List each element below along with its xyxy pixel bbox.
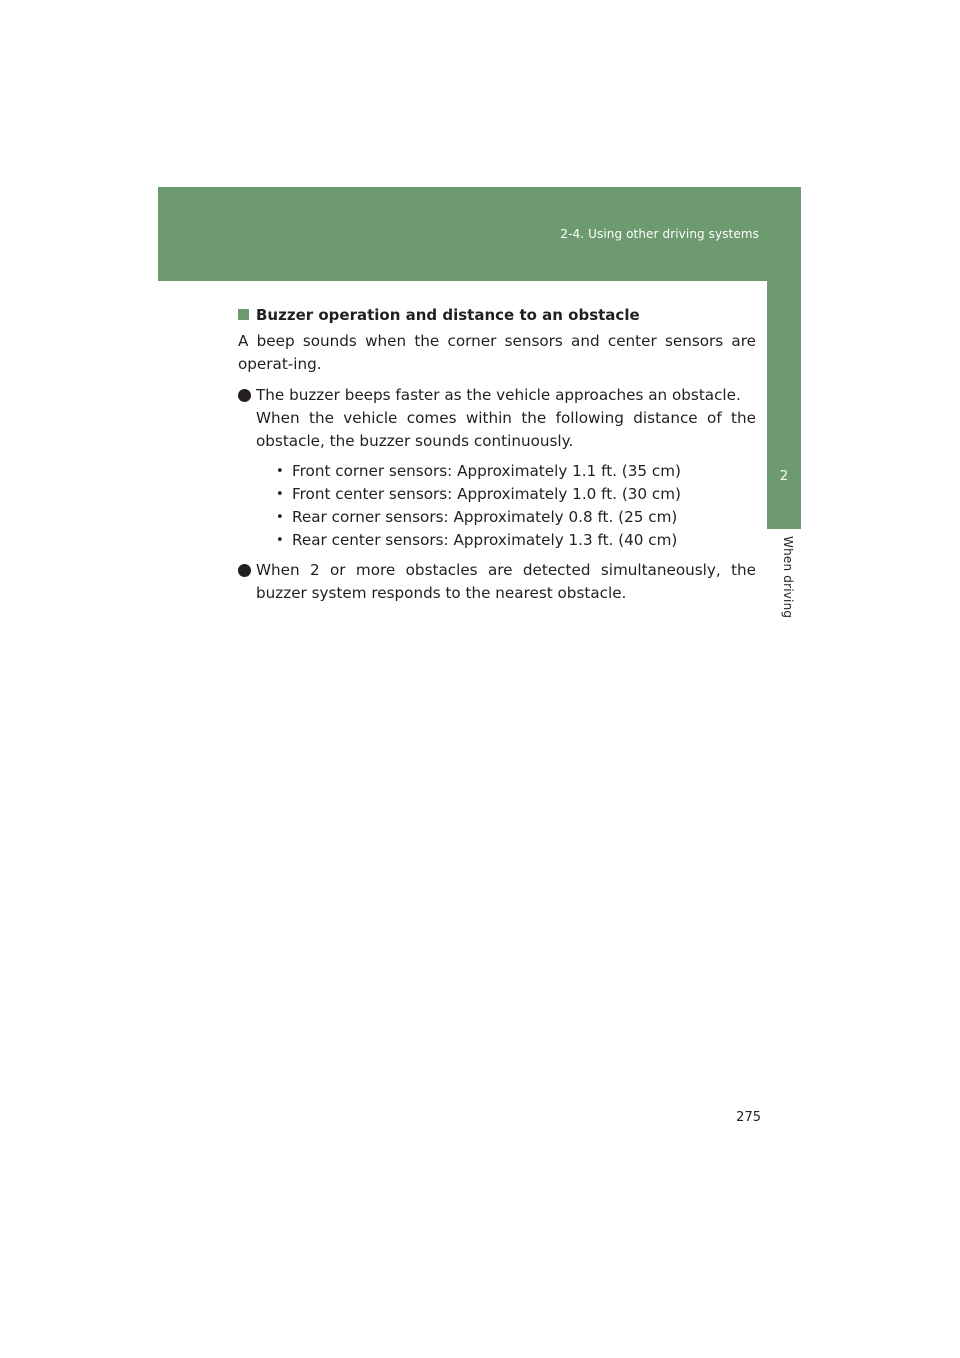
section-heading — [238, 304, 756, 327]
section-title: 2-4. Using other driving systems — [560, 227, 759, 241]
dot-icon: • — [276, 487, 284, 502]
chapter-label: When driving — [781, 536, 795, 619]
filled-circle-icon — [238, 389, 251, 402]
distance-list — [256, 460, 756, 552]
list-item — [256, 460, 756, 483]
chapter-number: 2 — [779, 469, 789, 484]
page-number: 275 — [736, 1110, 761, 1125]
list-item — [256, 529, 756, 552]
bullet-text-continued: When the vehicle comes within the following distance of the obstacle, the buzzer sounds continuously. — [256, 409, 756, 450]
distance-text: Rear center sensors: Approximately 1.3 ft. (40 cm) — [292, 531, 678, 549]
list-item — [238, 384, 756, 552]
chapter-tab — [767, 281, 801, 529]
dot-icon: • — [276, 510, 284, 525]
distance-text: Rear corner sensors: Approximately 0.8 ft. (25 cm) — [292, 508, 678, 526]
header-band — [158, 187, 801, 281]
bullet-text: When 2 or more obstacles are detected simultaneously, the buzzer system responds to the nearest obstacle. — [256, 561, 756, 602]
dot-icon: • — [276, 464, 284, 479]
intro-paragraph: A beep sounds when the corner sensors and center sensors are operat-ing. — [238, 332, 756, 373]
distance-text: Front center sensors: Approximately 1.0 ft. (30 cm) — [292, 485, 681, 503]
square-icon — [238, 309, 249, 320]
list-item — [238, 559, 756, 605]
main-content — [238, 304, 756, 612]
list-item — [256, 483, 756, 506]
section-heading-text: Buzzer operation and distance to an obstacle — [256, 306, 640, 324]
list-item — [256, 506, 756, 529]
distance-text: Front corner sensors: Approximately 1.1 ft. (35 cm) — [292, 462, 681, 480]
dot-icon: • — [276, 533, 284, 548]
filled-circle-icon — [238, 564, 251, 577]
bullet-text: The buzzer beeps faster as the vehicle approaches an obstacle. — [256, 386, 741, 404]
